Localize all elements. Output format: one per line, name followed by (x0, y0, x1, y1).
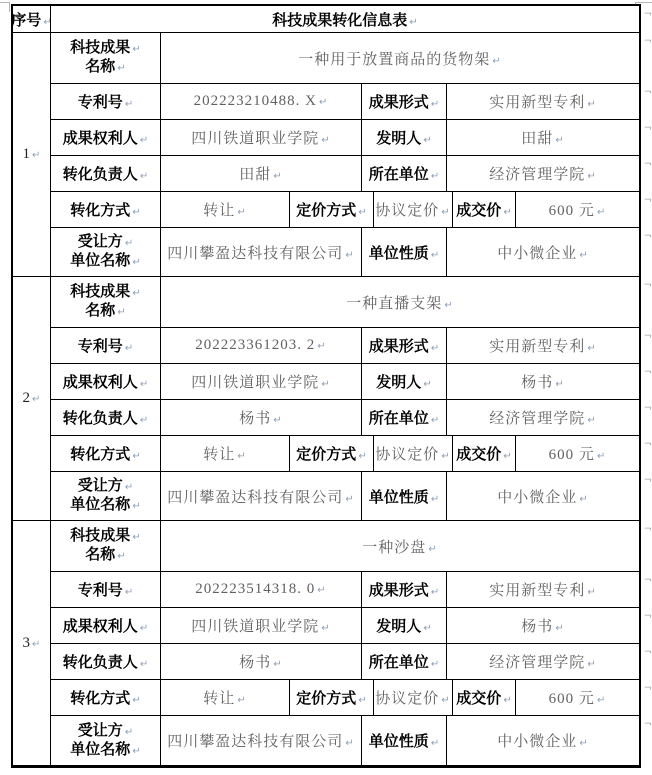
achievement-name-label-line1: 科技成果 (70, 528, 131, 544)
owner-value-cell[interactable] (161, 120, 362, 156)
paragraph-mark-icon: ↵ (430, 493, 440, 505)
serial-value: 2 (22, 390, 31, 406)
section-rows (51, 277, 652, 521)
inventor-value-cell[interactable] (447, 120, 639, 156)
leader-row (51, 644, 652, 680)
paragraph-mark-icon: ↵ (273, 659, 283, 670)
transferee-value-cell[interactable] (161, 716, 362, 765)
form-value-cell[interactable] (447, 328, 639, 364)
paragraph-mark-icon: ↵ (117, 307, 126, 318)
table-section (13, 277, 652, 521)
paragraph-mark-icon: ↵ (430, 659, 440, 670)
price-label: 成交价 (456, 203, 502, 219)
inventor-value-cell[interactable] (447, 364, 639, 400)
paragraph-mark-icon: ↵ (132, 501, 141, 512)
paragraph-mark-icon: ↵ (321, 135, 331, 146)
paragraph-mark-icon: ↵ (430, 171, 440, 182)
paragraph-mark-icon: ↵ (317, 341, 327, 352)
transferee-value-cell[interactable] (161, 228, 362, 277)
form-label-cell[interactable] (362, 84, 447, 120)
paragraph-mark-icon: ↵ (423, 135, 432, 146)
price-value: 600 元 (548, 203, 595, 219)
patent-label-cell[interactable] (51, 328, 161, 364)
paragraph-mark-icon: ↵ (430, 415, 440, 426)
form-value-cell[interactable] (447, 84, 639, 120)
achievement-name-row (51, 521, 652, 572)
owner-value: 四川铁道职业学院 (191, 131, 320, 147)
nature-value: 中小微企业 (497, 489, 578, 506)
pricing-label-cell[interactable] (290, 680, 374, 716)
paragraph-mark-icon: ↵ (273, 415, 283, 426)
row-end-mark-icon: ¬ (643, 475, 652, 486)
leader-row (51, 156, 652, 192)
unit-label: 所在单位 (368, 655, 429, 671)
leader-label-cell[interactable] (51, 156, 161, 192)
row-end-mark-icon: ¬ (643, 123, 652, 134)
patent-value-cell[interactable] (161, 572, 362, 608)
paragraph-mark-icon: ↵ (555, 379, 565, 390)
row-end-mark-icon: ¬ (643, 9, 652, 20)
form-value: 实用新型专利 (489, 339, 586, 355)
patent-value: 202223361203. 2 (195, 337, 316, 353)
serial-value: 1 (22, 146, 31, 162)
method-value-cell[interactable] (161, 680, 290, 716)
paragraph-mark-icon: ↵ (124, 238, 134, 249)
row-end-mark-icon: ¬ (643, 87, 652, 98)
pricing-label-cell[interactable] (290, 436, 374, 472)
nature-label-cell[interactable] (362, 472, 447, 521)
paragraph-mark-icon: ↵ (132, 207, 141, 218)
patent-value: 202223514318. 0 (195, 581, 316, 597)
table-title-cell[interactable] (51, 6, 639, 33)
leader-value-cell[interactable] (161, 644, 362, 680)
price-label-cell[interactable] (453, 680, 516, 716)
serial-cell[interactable] (13, 521, 51, 765)
paragraph-mark-icon: ↵ (579, 249, 589, 261)
transferee-label-line2: 单位名称 (70, 497, 131, 513)
header-row (11, 6, 652, 33)
patent-label-cell[interactable] (51, 572, 161, 608)
unit-value: 经济管理学院 (489, 411, 586, 427)
paragraph-mark-icon: ↵ (587, 659, 597, 670)
unit-label: 所在单位 (368, 411, 429, 427)
inventor-label: 发明人 (376, 375, 422, 391)
inventor-label-cell[interactable] (362, 608, 447, 644)
paragraph-mark-icon: ↵ (430, 249, 440, 261)
patent-label: 专利号 (77, 95, 123, 111)
method-row (51, 436, 652, 472)
achievement-name-value-cell[interactable] (161, 33, 639, 84)
achievement-name-row (51, 277, 652, 328)
leader-value-cell[interactable] (161, 400, 362, 436)
method-row (51, 680, 652, 716)
paragraph-mark-icon: ↵ (430, 738, 440, 749)
paragraph-mark-icon: ↵ (587, 587, 597, 598)
paragraph-mark-icon: ↵ (132, 695, 141, 706)
transformation-table (11, 4, 652, 768)
row-end-mark-icon: ¬ (643, 524, 652, 535)
paragraph-mark-icon: ↵ (132, 288, 141, 299)
paragraph-mark-icon: ↵ (124, 343, 134, 354)
inventor-value: 杨书 (521, 619, 554, 635)
serial-cell[interactable] (13, 33, 51, 277)
price-label: 成交价 (456, 447, 502, 463)
paragraph-mark-icon: ↵ (117, 551, 126, 562)
patent-value-cell[interactable] (161, 328, 362, 364)
paragraph-mark-icon: ↵ (579, 493, 589, 505)
form-label-cell[interactable] (362, 328, 447, 364)
form-label: 成果形式 (368, 583, 429, 599)
form-value-cell[interactable] (447, 572, 639, 608)
owner-value: 四川铁道职业学院 (191, 375, 320, 391)
paragraph-mark-icon: ↵ (430, 587, 440, 598)
owner-row (51, 364, 652, 400)
paragraph-mark-icon: ↵ (579, 738, 589, 749)
paragraph-mark-icon: ↵ (441, 207, 451, 218)
row-end-mark-icon: ¬ (643, 159, 652, 170)
leader-value: 杨书 (239, 411, 272, 427)
leader-label: 转化负责人 (62, 655, 138, 671)
transferee-label-cell[interactable] (51, 472, 161, 521)
paragraph-mark-icon: ↵ (32, 638, 41, 650)
inventor-label-cell[interactable] (362, 120, 447, 156)
owner-value-cell[interactable] (161, 364, 362, 400)
achievement-name-value: 一种用于放置商品的货物架 (298, 51, 491, 68)
paragraph-mark-icon: ↵ (358, 695, 367, 706)
paragraph-mark-icon: ↵ (596, 695, 607, 706)
owner-label: 成果权利人 (62, 131, 138, 147)
method-label: 转化方式 (70, 691, 131, 707)
paragraph-mark-icon: ↵ (358, 207, 367, 218)
unit-label-cell[interactable] (362, 400, 447, 436)
paragraph-mark-icon: ↵ (428, 543, 438, 555)
table-section (13, 33, 652, 277)
achievement-name-value-cell[interactable] (161, 277, 639, 328)
text-boundary-mark-icon (0, 2, 10, 12)
nature-value: 中小微企业 (497, 245, 578, 262)
paragraph-mark-icon: ↵ (555, 135, 565, 146)
price-value-cell[interactable] (516, 680, 639, 716)
achievement-name-label-cell[interactable] (51, 521, 161, 572)
inventor-label: 发明人 (376, 619, 422, 635)
method-value-cell[interactable] (161, 192, 290, 228)
pricing-label: 定价方式 (296, 203, 357, 219)
paragraph-mark-icon: ↵ (237, 207, 247, 218)
table-title: 科技成果转化信息表 (272, 12, 408, 29)
transferee-value-cell[interactable] (161, 472, 362, 521)
price-label: 成交价 (456, 691, 502, 707)
paragraph-mark-icon: ↵ (423, 379, 432, 390)
transferee-label-line2: 单位名称 (70, 741, 131, 758)
method-label: 转化方式 (70, 203, 131, 219)
paragraph-mark-icon: ↵ (441, 695, 451, 706)
paragraph-mark-icon: ↵ (237, 451, 247, 462)
pricing-value: 协议定价 (375, 691, 440, 707)
method-label-cell[interactable] (51, 192, 161, 228)
method-label: 转化方式 (70, 447, 131, 463)
patent-value: 202223210488. X (193, 93, 317, 109)
transferee-label-line2: 单位名称 (70, 253, 131, 269)
paragraph-mark-icon: ↵ (587, 343, 597, 354)
row-end-mark-icon: ¬ (643, 280, 652, 291)
transferee-label-cell[interactable] (51, 716, 161, 765)
patent-row (51, 572, 652, 608)
pricing-value-cell[interactable] (374, 436, 453, 472)
form-label: 成果形式 (368, 95, 429, 111)
paragraph-mark-icon: ↵ (132, 451, 141, 462)
nature-label: 单位性质 (368, 489, 429, 506)
paragraph-mark-icon: ↵ (273, 171, 283, 182)
transferee-label-line1: 受让方 (77, 478, 123, 494)
paragraph-mark-icon: ↵ (124, 726, 134, 738)
leader-value: 田甜 (239, 167, 272, 183)
row-end-mark-icon: ¬ (643, 683, 652, 694)
method-value: 转让 (203, 203, 236, 219)
form-value: 实用新型专利 (489, 95, 586, 111)
unit-label: 所在单位 (368, 167, 429, 183)
unit-label-cell[interactable] (362, 644, 447, 680)
nature-label: 单位性质 (368, 734, 429, 750)
nature-value-cell[interactable] (447, 228, 639, 277)
nature-value-cell[interactable] (447, 472, 639, 521)
paragraph-mark-icon: ↵ (492, 55, 502, 67)
serial-header-cell[interactable] (13, 6, 51, 33)
paragraph-mark-icon: ↵ (132, 44, 141, 55)
owner-label-cell[interactable] (51, 608, 161, 644)
paragraph-mark-icon: ↵ (587, 99, 597, 110)
paragraph-mark-icon: ↵ (317, 585, 327, 596)
row-end-mark-icon: ¬ (643, 647, 652, 658)
transferee-value: 四川攀盈达科技有限公司 (167, 734, 344, 750)
row-end-mark-icon: ¬ (643, 231, 652, 242)
price-label-cell[interactable] (453, 192, 516, 228)
leader-label-cell[interactable] (51, 644, 161, 680)
paragraph-mark-icon: ↵ (430, 343, 440, 354)
method-value: 转让 (203, 691, 236, 707)
paragraph-mark-icon: ↵ (32, 394, 41, 405)
paragraph-mark-icon: ↵ (587, 171, 597, 182)
inventor-value: 田甜 (521, 131, 554, 147)
owner-label: 成果权利人 (62, 375, 138, 391)
achievement-name-label-line1: 科技成果 (70, 284, 131, 300)
unit-value: 经济管理学院 (489, 655, 586, 671)
paragraph-mark-icon: ↵ (587, 415, 597, 426)
owner-label: 成果权利人 (62, 619, 138, 635)
nature-label-cell[interactable] (362, 228, 447, 277)
row-end-mark-icon: ¬ (643, 331, 652, 342)
nature-label: 单位性质 (368, 245, 429, 262)
row-end-mark-icon: ¬ (643, 367, 652, 378)
paragraph-mark-icon: ↵ (409, 16, 418, 28)
leader-label: 转化负责人 (62, 167, 138, 183)
pricing-label: 定价方式 (296, 691, 357, 707)
transferee-row (51, 472, 652, 521)
form-label: 成果形式 (368, 339, 429, 355)
nature-label-cell[interactable] (362, 716, 447, 765)
pricing-label: 定价方式 (296, 447, 357, 463)
leader-value-cell[interactable] (161, 156, 362, 192)
price-value: 600 元 (548, 447, 595, 463)
patent-label: 专利号 (77, 339, 123, 355)
paragraph-mark-icon: ↵ (139, 171, 149, 182)
achievement-name-value-cell[interactable] (161, 521, 639, 572)
price-label-cell[interactable] (453, 436, 516, 472)
paragraph-mark-icon: ↵ (503, 207, 512, 218)
price-value: 600 元 (548, 691, 595, 707)
paragraph-mark-icon: ↵ (132, 532, 141, 543)
paragraph-mark-icon: ↵ (132, 745, 141, 757)
owner-value: 四川铁道职业学院 (191, 619, 320, 635)
section-rows (51, 521, 652, 765)
paragraph-mark-icon: ↵ (444, 299, 454, 311)
method-row (51, 192, 652, 228)
paragraph-mark-icon: ↵ (124, 587, 134, 598)
leader-label: 转化负责人 (62, 411, 138, 427)
pricing-value-cell[interactable] (374, 680, 453, 716)
pricing-label-cell[interactable] (290, 192, 374, 228)
paragraph-mark-icon: ↵ (423, 623, 432, 634)
paragraph-mark-icon: ↵ (345, 249, 355, 261)
patent-label: 专利号 (77, 583, 123, 599)
paragraph-mark-icon: ↵ (358, 451, 367, 462)
row-end-mark-icon: ¬ (643, 575, 652, 586)
paragraph-mark-icon: ↵ (503, 451, 512, 462)
paragraph-mark-icon: ↵ (596, 207, 607, 218)
method-label-cell[interactable] (51, 436, 161, 472)
price-value-cell[interactable] (516, 436, 639, 472)
paragraph-mark-icon: ↵ (237, 695, 247, 706)
transferee-value: 四川攀盈达科技有限公司 (167, 245, 344, 262)
inventor-value: 杨书 (521, 375, 554, 391)
paragraph-mark-icon: ↵ (318, 97, 329, 108)
paragraph-mark-icon: ↵ (139, 415, 149, 426)
paragraph-mark-icon: ↵ (43, 16, 52, 28)
patent-row (51, 328, 652, 364)
paragraph-mark-icon: ↵ (503, 695, 512, 706)
row-end-mark-icon: ¬ (643, 36, 652, 47)
achievement-name-label-cell[interactable] (51, 277, 161, 328)
paragraph-mark-icon: ↵ (430, 99, 440, 110)
unit-value-cell[interactable] (447, 644, 639, 680)
achievement-name-label-line1: 科技成果 (70, 40, 131, 56)
unit-label-cell[interactable] (362, 156, 447, 192)
method-value: 转让 (203, 447, 236, 463)
paragraph-mark-icon: ↵ (139, 379, 149, 390)
transferee-label-line1: 受让方 (77, 722, 123, 739)
pricing-value-cell[interactable] (374, 192, 453, 228)
nature-value-cell[interactable] (447, 716, 639, 765)
transferee-row (51, 716, 652, 765)
transferee-label-line1: 受让方 (77, 234, 123, 250)
paragraph-mark-icon: ↵ (345, 738, 355, 749)
patent-label-cell[interactable] (51, 84, 161, 120)
paragraph-mark-icon: ↵ (321, 623, 331, 634)
paragraph-mark-icon: ↵ (117, 63, 126, 74)
inventor-value-cell[interactable] (447, 608, 639, 644)
paragraph-mark-icon: ↵ (139, 659, 149, 670)
method-value-cell[interactable] (161, 436, 290, 472)
transferee-label-cell[interactable] (51, 228, 161, 277)
achievement-name-value: 一种沙盘 (362, 539, 427, 556)
owner-row (51, 120, 652, 156)
paragraph-mark-icon: ↵ (124, 99, 134, 110)
paragraph-mark-icon: ↵ (32, 150, 41, 161)
unit-value: 经济管理学院 (489, 167, 586, 183)
row-end-mark-icon: ¬ (643, 403, 652, 414)
paragraph-mark-icon: ↵ (321, 379, 331, 390)
patent-row (51, 84, 652, 120)
leader-value: 杨书 (239, 655, 272, 671)
form-value: 实用新型专利 (489, 583, 586, 599)
pricing-value: 协议定价 (375, 447, 440, 463)
nature-value: 中小微企业 (497, 734, 578, 750)
paragraph-mark-icon: ↵ (139, 623, 149, 634)
row-end-mark-icon: ¬ (643, 439, 652, 450)
serial-header-label: 序号 (11, 12, 42, 29)
pricing-value: 协议定价 (375, 203, 440, 219)
achievement-name-value: 一种直播支架 (346, 295, 443, 312)
unit-value-cell[interactable] (447, 156, 639, 192)
owner-row (51, 608, 652, 644)
paragraph-mark-icon: ↵ (441, 451, 451, 462)
owner-label-cell[interactable] (51, 364, 161, 400)
paragraph-mark-icon: ↵ (345, 493, 355, 505)
transferee-value: 四川攀盈达科技有限公司 (167, 489, 344, 506)
achievement-name-label-line2: 名称 (85, 303, 116, 319)
paragraph-mark-icon: ↵ (139, 135, 149, 146)
paragraph-mark-icon: ↵ (596, 451, 607, 462)
serial-value: 3 (22, 634, 31, 651)
achievement-name-label-line2: 名称 (85, 547, 116, 563)
patent-value-cell[interactable] (161, 84, 362, 120)
owner-label-cell[interactable] (51, 120, 161, 156)
leader-label-cell[interactable] (51, 400, 161, 436)
table-section (13, 521, 652, 765)
achievement-name-label-line2: 名称 (85, 59, 116, 75)
paragraph-mark-icon: ↵ (132, 257, 141, 268)
owner-value-cell[interactable] (161, 608, 362, 644)
method-label-cell[interactable] (51, 680, 161, 716)
price-value-cell[interactable] (516, 192, 639, 228)
transferee-row (51, 228, 652, 277)
section-rows (51, 33, 652, 277)
unit-value-cell[interactable] (447, 400, 639, 436)
achievement-name-label-cell[interactable] (51, 33, 161, 84)
paragraph-mark-icon: ↵ (124, 482, 134, 493)
serial-cell[interactable] (13, 277, 51, 521)
row-end-mark-icon: ¬ (643, 195, 652, 206)
row-end-mark-icon: ¬ (643, 611, 652, 622)
row-end-mark-icon: ¬ (643, 719, 652, 730)
paragraph-mark-icon: ↵ (555, 623, 565, 634)
achievement-name-row (51, 33, 652, 84)
inventor-label-cell[interactable] (362, 364, 447, 400)
leader-row (51, 400, 652, 436)
form-label-cell[interactable] (362, 572, 447, 608)
inventor-label: 发明人 (376, 131, 422, 147)
